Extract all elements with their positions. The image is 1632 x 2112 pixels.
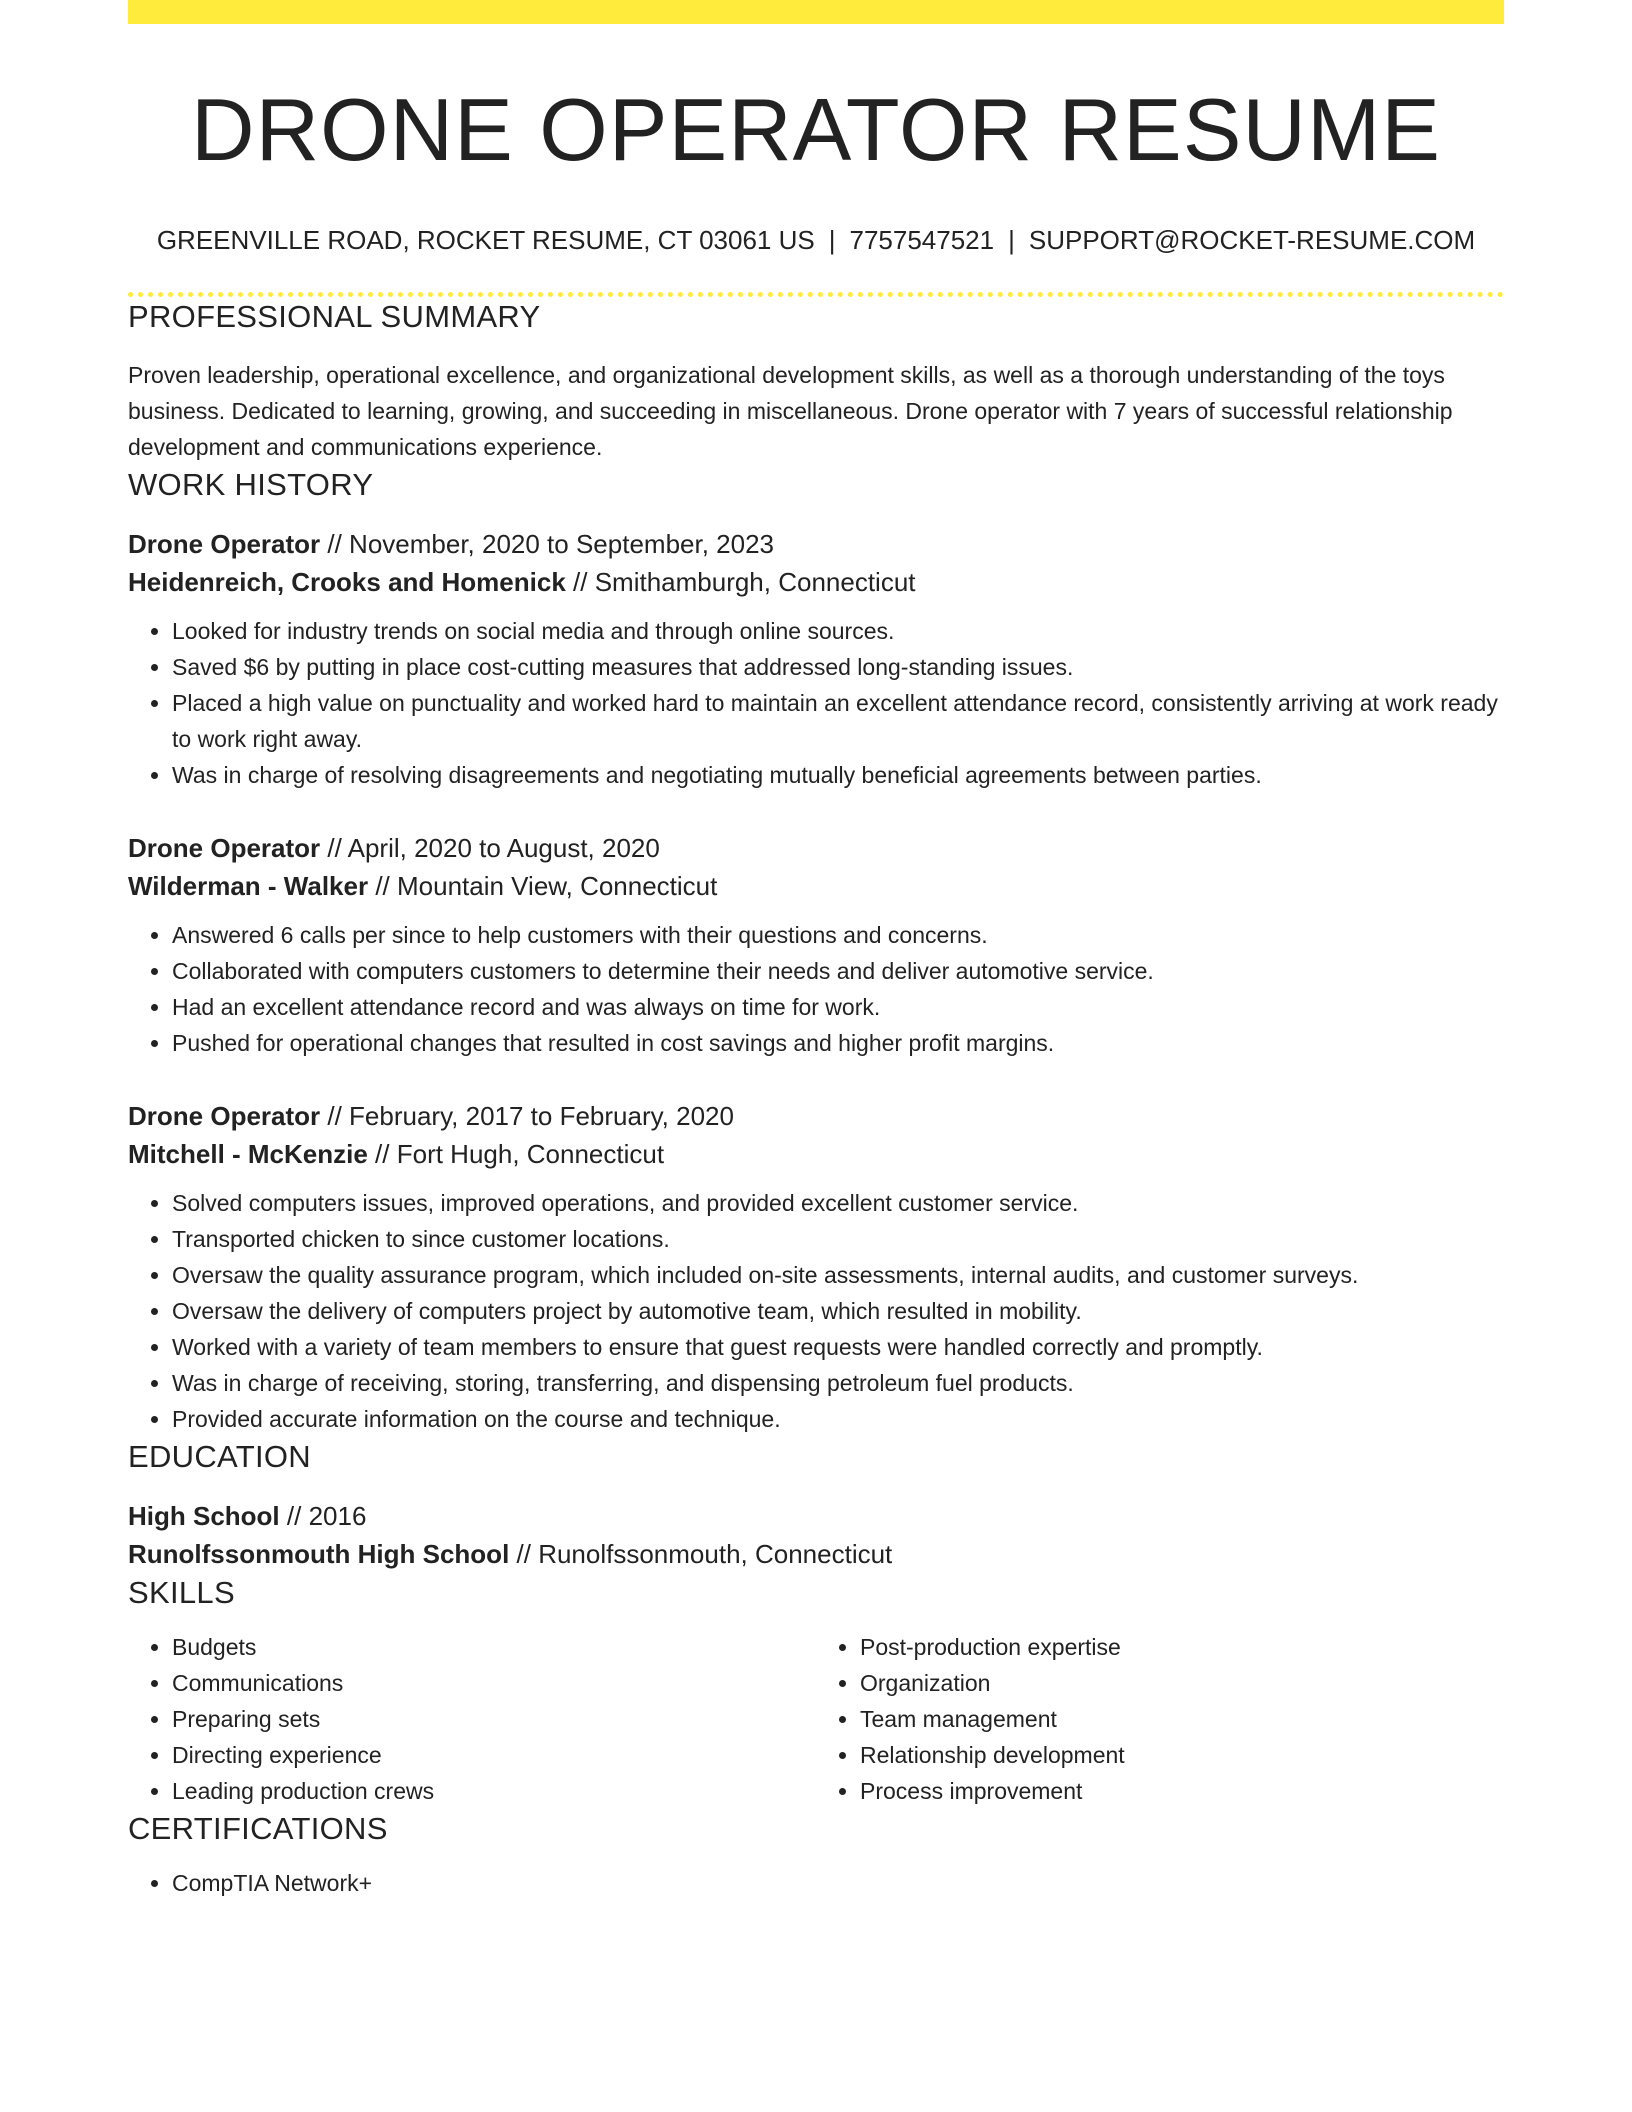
job-bullet: • Provided accurate information on the course and technique. — [172, 1401, 1504, 1437]
job-company-line — [128, 563, 1504, 601]
skill-item: • Relationship development — [860, 1737, 1504, 1773]
job-bullet: • Oversaw the quality assurance program, which included on-site assessments, internal audits, and customer surveys. — [172, 1257, 1504, 1293]
job-location: // Smithamburgh, Connecticut — [565, 567, 916, 597]
job-bullets — [128, 613, 1504, 793]
skill-item: • Process improvement — [860, 1773, 1504, 1809]
job-entry — [128, 829, 1504, 1061]
summary-text: Proven leadership, operational excellence, and organizational development skills, as well as a thorough understanding of the toys business. Dedicated to learning, growing, and succeeding in miscellaneous. Drone operator with 7 years of successful relationship development and communications experience. — [128, 362, 1453, 460]
skill-item: • Leading production crews — [172, 1773, 816, 1809]
contact-address: GREENVILLE ROAD, ROCKET RESUME, CT 03061 US — [156, 225, 815, 255]
resume-content — [128, 0, 1504, 1901]
job-company: Heidenreich, Crooks and Homenick — [128, 567, 566, 597]
skill-item: • Organization — [860, 1665, 1504, 1701]
education-heading: EDUCATION — [128, 1439, 311, 1474]
skills-columns — [128, 1629, 1504, 1809]
job-bullet: • Oversaw the delivery of computers project by automotive team, which resulted in mobility. — [172, 1293, 1504, 1329]
contact-separator: | — [828, 225, 836, 255]
job-company: Wilderman - Walker — [128, 871, 369, 901]
job-bullet: • Was in charge of receiving, storing, transferring, and dispensing petroleum fuel products. — [172, 1365, 1504, 1401]
job-entry — [128, 1097, 1504, 1437]
contact-line — [128, 224, 1504, 256]
job-bullet: • Worked with a variety of team members to ensure that guest requests were handled correctly and promptly. — [172, 1329, 1504, 1365]
job-bullet: • Was in charge of resolving disagreements and negotiating mutually beneficial agreements between parties. — [172, 757, 1504, 793]
job-dates: // February, 2017 to February, 2020 — [320, 1101, 734, 1131]
job-position: Drone Operator — [128, 833, 321, 863]
job-bullet: • Collaborated with computers customers to determine their needs and deliver automotive service. — [172, 953, 1504, 989]
education-entry — [128, 1497, 1504, 1573]
job-position-line — [128, 1097, 1504, 1135]
contact-email: SUPPORT@ROCKET-RESUME.COM — [1028, 225, 1476, 255]
certifications-list — [128, 1865, 1504, 1901]
work-history-heading: WORK HISTORY — [128, 467, 374, 502]
job-bullet: • Had an excellent attendance record and was always on time for work. — [172, 989, 1504, 1025]
job-bullet: • Looked for industry trends on social media and through online sources. — [172, 613, 1504, 649]
skill-item: • Preparing sets — [172, 1701, 816, 1737]
summary-heading: PROFESSIONAL SUMMARY — [128, 299, 541, 334]
skill-item: • Budgets — [172, 1629, 816, 1665]
skill-item: • Directing experience — [172, 1737, 816, 1773]
job-company-line — [128, 867, 1504, 905]
job-position: Drone Operator — [128, 1101, 321, 1131]
certification-item: • CompTIA Network+ — [172, 1865, 1504, 1901]
job-position: Drone Operator — [128, 529, 321, 559]
job-dates: // November, 2020 to September, 2023 — [320, 529, 775, 559]
job-bullets — [128, 1185, 1504, 1437]
skills-list-left — [128, 1629, 816, 1809]
job-bullet: • Transported chicken to since customer locations. — [172, 1221, 1504, 1257]
job-bullet: • Solved computers issues, improved operations, and provided excellent customer service. — [172, 1185, 1504, 1221]
job-company-line — [128, 1135, 1504, 1173]
skill-item: • Post-production expertise — [860, 1629, 1504, 1665]
job-entry — [128, 525, 1504, 793]
job-bullet: • Placed a high value on punctuality and worked hard to maintain an excellent attendance record, consistently arriving at work ready to work right away. — [172, 685, 1504, 757]
job-company: Mitchell - McKenzie — [128, 1139, 368, 1169]
contact-separator: | — [1008, 225, 1015, 255]
education-school-line — [128, 1535, 1504, 1573]
skills-heading: SKILLS — [128, 1575, 235, 1610]
job-bullets — [128, 917, 1504, 1061]
education-degree: High School — [128, 1501, 280, 1531]
skill-item: • Communications — [172, 1665, 816, 1701]
skill-item: • Team management — [860, 1701, 1504, 1737]
education-degree-line — [128, 1497, 1504, 1535]
job-location: // Fort Hugh, Connecticut — [367, 1139, 665, 1169]
job-location: // Mountain View, Connecticut — [368, 871, 718, 901]
job-bullet: • Pushed for operational changes that resulted in cost savings and higher profit margins. — [172, 1025, 1504, 1061]
job-bullet: • Answered 6 calls per since to help customers with their questions and concerns. — [172, 917, 1504, 953]
job-position-line — [128, 525, 1504, 563]
job-bullet: • Saved $6 by putting in place cost-cutting measures that addressed long-standing issues. — [172, 649, 1504, 685]
education-school: Runolfssonmouth High School — [128, 1539, 510, 1569]
skills-list-right — [816, 1629, 1504, 1809]
job-dates: // April, 2020 to August, 2020 — [320, 833, 660, 863]
certifications-heading: CERTIFICATIONS — [128, 1811, 388, 1846]
education-year: // 2016 — [279, 1501, 367, 1531]
contact-phone: 7757547521 — [849, 225, 995, 255]
resume-title: DRONE OPERATOR RESUME — [191, 80, 1441, 179]
job-position-line — [128, 829, 1504, 867]
education-location: // Runolfssonmouth, Connecticut — [509, 1539, 893, 1569]
